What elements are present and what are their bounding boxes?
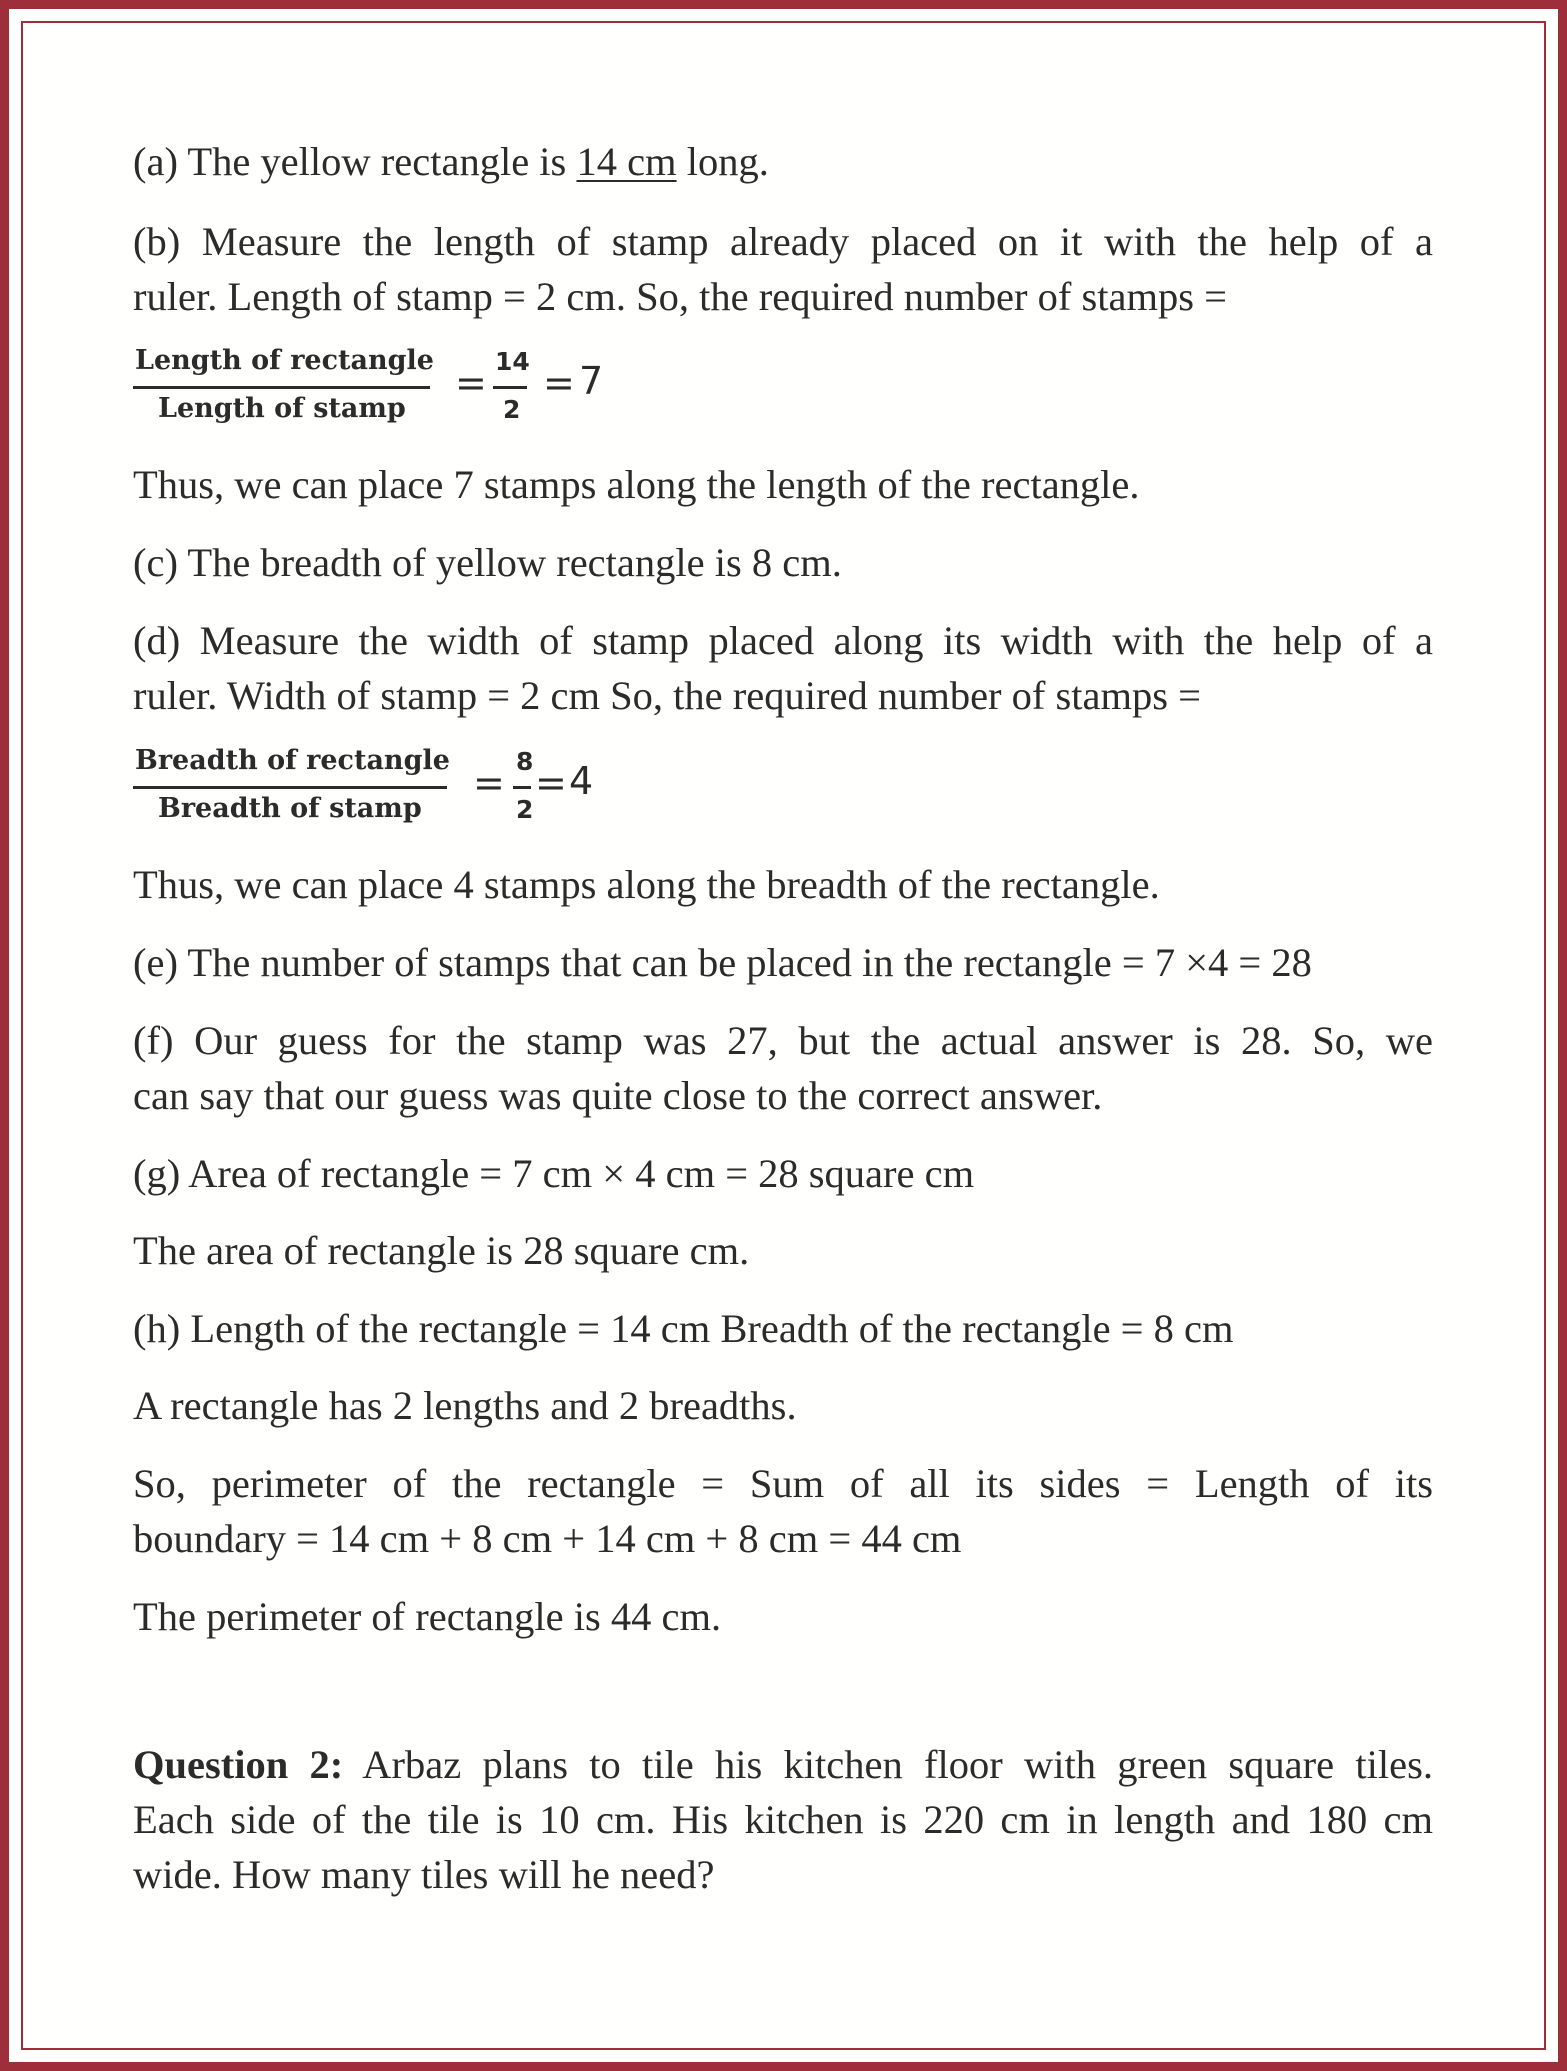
small-numerator: 8	[516, 747, 534, 776]
equals-sign: =	[455, 361, 487, 405]
part-a-text: (a) The yellow rectangle is	[133, 139, 577, 184]
question-2-line1	[133, 1742, 1433, 1787]
part-d-line1: (d) Measure the width of stamp placed along its width with the help of a	[133, 618, 1433, 663]
small-numerator: 14	[495, 347, 530, 376]
question-2-label: Question 2:	[133, 1742, 344, 1787]
part-d-line2: ruler. Width of stamp = 2 cm So, the required number of stamps =	[133, 673, 1201, 718]
part-a-answer: 14 cm	[576, 139, 677, 184]
perimeter-line1: So, perimeter of the rectangle = Sum of all its sides = Length of its	[133, 1461, 1433, 1506]
equals-sign: =	[535, 761, 567, 805]
part-f-line1: (f) Our guess for the stamp was 27, but the actual answer is 28. So, we	[133, 1018, 1433, 1063]
fraction-bar	[133, 786, 447, 789]
equals-sign: =	[473, 761, 505, 805]
fraction-result: 4	[569, 759, 594, 803]
fraction-denominator: Length of stamp	[158, 393, 406, 424]
part-c: (c) The breadth of yellow rectangle is 8 cm.	[133, 540, 842, 585]
part-h: (h) Length of the rectangle = 14 cm Breadth of the rectangle = 8 cm	[133, 1306, 1234, 1351]
question-2-text: Arbaz plans to tile his kitchen floor with green square tiles.	[343, 1742, 1433, 1787]
small-fraction-bar	[513, 786, 531, 789]
part-f-line2: can say that our guess was quite close to the correct answer.	[133, 1073, 1103, 1118]
question-2-line3: wide. How many tiles will he need?	[133, 1852, 715, 1897]
part-b-line1: (b) Measure the length of stamp already placed on it with the help of a	[133, 219, 1433, 264]
fraction-numerator: Length of rectangle	[135, 345, 434, 376]
part-h-conclusion: The perimeter of rectangle is 44 cm.	[133, 1594, 722, 1639]
small-denominator: 2	[503, 395, 521, 424]
part-e: (e) The number of stamps that can be placed in the rectangle = 7 ×4 = 28	[133, 940, 1312, 985]
part-h-note: A rectangle has 2 lengths and 2 breadths.	[133, 1383, 797, 1428]
fraction-denominator: Breadth of stamp	[158, 793, 422, 824]
part-b-line2: ruler. Length of stamp = 2 cm. So, the required number of stamps =	[133, 274, 1227, 319]
small-denominator: 2	[516, 795, 534, 824]
part-a-suffix: long.	[676, 139, 769, 184]
part-a	[133, 139, 769, 184]
small-fraction-bar	[493, 386, 527, 389]
fraction-result: 7	[579, 359, 604, 403]
fraction-bar	[133, 386, 430, 389]
equals-sign: =	[543, 361, 575, 405]
question-2-line2: Each side of the tile is 10 cm. His kitchen is 220 cm in length and 180 cm	[133, 1797, 1433, 1842]
part-g: (g) Area of rectangle = 7 cm × 4 cm = 28 square cm	[133, 1151, 975, 1196]
perimeter-line2: boundary = 14 cm + 8 cm + 14 cm + 8 cm = 44 cm	[133, 1516, 962, 1561]
part-g-conclusion: The area of rectangle is 28 square cm.	[133, 1228, 750, 1273]
fraction-numerator: Breadth of rectangle	[135, 745, 450, 776]
part-b-conclusion: Thus, we can place 7 stamps along the length of the rectangle.	[133, 462, 1140, 507]
part-d-conclusion: Thus, we can place 4 stamps along the breadth of the rectangle.	[133, 862, 1160, 907]
